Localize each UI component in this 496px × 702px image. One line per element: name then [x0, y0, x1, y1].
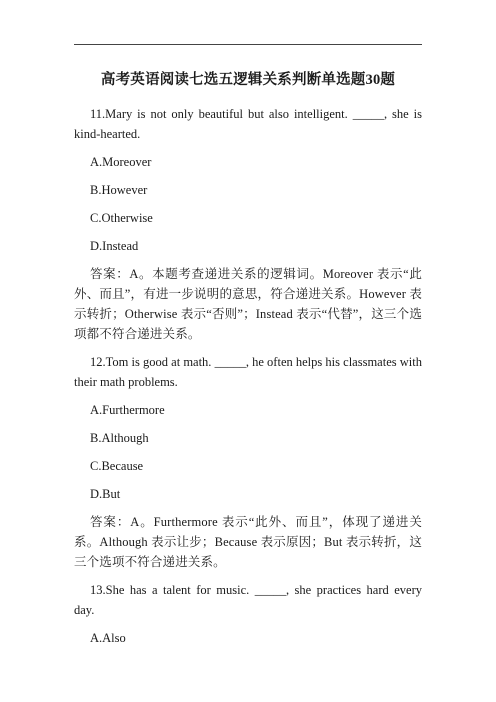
document-body: [74, 104, 422, 656]
question-stem: 13.She has a talent for music. _____, she practices hard every day.: [74, 583, 422, 617]
header-rule: [74, 44, 422, 45]
option-d: D.But: [90, 487, 121, 501]
option-a: A.Moreover: [90, 155, 152, 169]
option-b: B.However: [90, 183, 148, 197]
question-stem: 12.Tom is good at math. _____, he often helps his classmates with their math problems.: [74, 355, 422, 389]
option-a: A.Furthermore: [90, 403, 165, 417]
question-13: [74, 580, 422, 648]
option-b: B.Although: [90, 431, 149, 445]
option-d: D.Instead: [90, 239, 139, 253]
option-c: C.Otherwise: [90, 211, 153, 225]
answer-explanation: 答案：A。Furthermore 表示“此外、而且”，体现了递进关系。Although 表示让步；Because 表示原因；But 表示转折，这三个选项不符合递进关系。: [74, 515, 422, 569]
option-a: A.Also: [90, 631, 126, 645]
option-c: C.Because: [90, 459, 144, 473]
question-12: [74, 352, 422, 572]
answer-explanation: 答案：A。本题考查递进关系的逻辑词。Moreover 表示“此外、而且”，有进一步说明的意思，符合递进关系。However 表示转折；Otherwise 表示“否则”；Instead 表示“代替”，这三个选项都不符合递进关系。: [74, 267, 422, 341]
question-11: [74, 104, 422, 344]
question-stem: 11.Mary is not only beautiful but also intelligent. _____, she is kind-hearted.: [74, 107, 422, 141]
document-title: 高考英语阅读七选五逻辑关系判断单选题30题: [100, 72, 396, 88]
